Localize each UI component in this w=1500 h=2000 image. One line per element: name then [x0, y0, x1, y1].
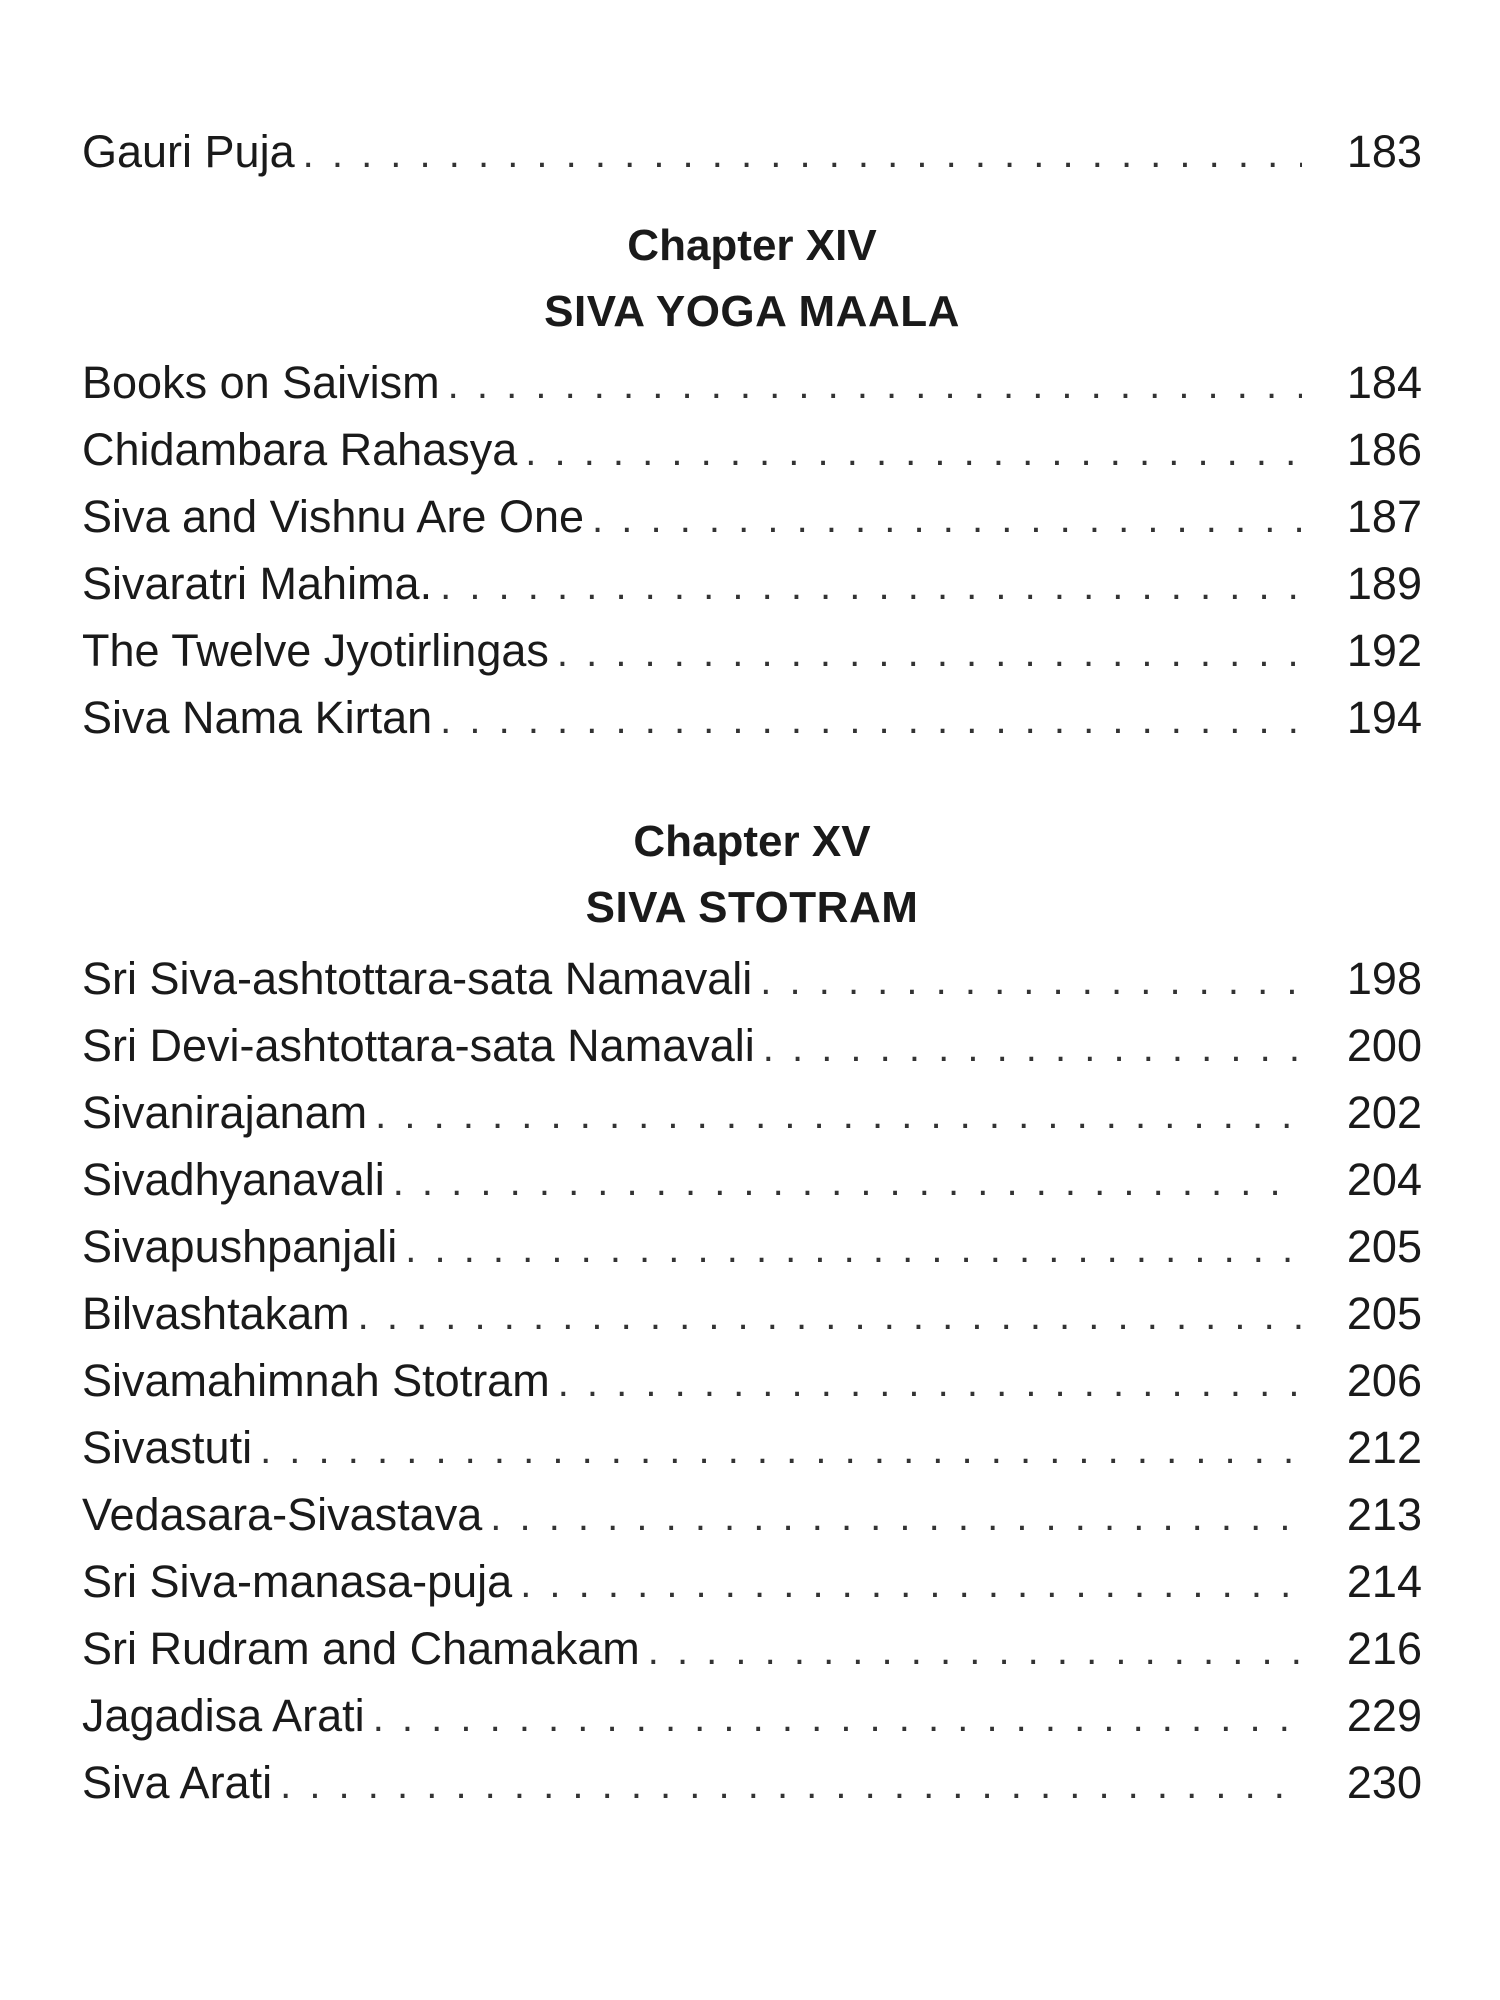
toc-entry-title: Bilvashtakam	[82, 1288, 350, 1339]
dot-leader	[763, 1015, 1302, 1082]
toc-entry	[82, 1213, 1422, 1280]
toc-entry	[82, 349, 1422, 416]
toc-entry-page: 213	[1346, 1489, 1422, 1540]
dot-leader	[525, 419, 1302, 486]
dot-leader	[648, 1618, 1302, 1685]
toc-entry-page: 230	[1346, 1757, 1422, 1808]
toc-entry	[82, 550, 1422, 617]
toc-entry-page: 206	[1346, 1355, 1422, 1406]
toc-entry	[82, 1481, 1422, 1548]
toc-entry-page: 205	[1346, 1288, 1422, 1339]
toc-entry-page: 187	[1346, 491, 1422, 542]
dot-leader	[280, 1752, 1302, 1819]
toc-entry	[82, 684, 1422, 751]
toc-entry	[82, 617, 1422, 684]
table-of-contents	[82, 118, 1422, 1816]
toc-entry-page: 186	[1346, 424, 1422, 475]
toc-entry-page: 198	[1346, 953, 1422, 1004]
toc-entry-page: 192	[1346, 625, 1422, 676]
toc-entry	[82, 1280, 1422, 1347]
dot-leader	[558, 1350, 1302, 1417]
toc-entry-title: Sivapushpanjali	[82, 1221, 398, 1272]
dot-leader	[260, 1417, 1302, 1484]
toc-entry-title: Sivamahimnah Stotram	[82, 1355, 550, 1406]
toc-entry-title: Sri Devi-ashtottara-sata Namavali	[82, 1020, 755, 1071]
dot-leader	[358, 1283, 1302, 1350]
toc-entry	[82, 1347, 1422, 1414]
chapter-name: SIVA STOTRAM	[585, 883, 919, 932]
toc-entry	[82, 416, 1422, 483]
dot-leader	[448, 352, 1302, 419]
dot-leader	[520, 1551, 1302, 1618]
toc-entry-title: Sivanirajanam	[82, 1087, 368, 1138]
toc-entry	[82, 1146, 1422, 1213]
toc-entry-title: Sivaratri Mahima.	[82, 558, 433, 609]
toc-entry-title: Books on Saivism	[82, 357, 440, 408]
toc-entry	[82, 483, 1422, 550]
dot-leader	[592, 486, 1302, 553]
toc-entry	[82, 1749, 1422, 1816]
toc-entry-page: 202	[1346, 1087, 1422, 1138]
toc-entry-page: 183	[1346, 126, 1422, 177]
toc-entry-page: 214	[1346, 1556, 1422, 1607]
toc-entry	[82, 1012, 1422, 1079]
dot-leader	[557, 620, 1302, 687]
dot-leader	[490, 1484, 1302, 1551]
chapter-label: Chapter XIV	[627, 221, 877, 270]
toc-entry	[82, 1548, 1422, 1615]
toc-entry	[82, 1615, 1422, 1682]
toc-entry-title: Siva Nama Kirtan	[82, 692, 433, 743]
dot-leader	[760, 948, 1302, 1015]
chapter-label: Chapter XV	[633, 817, 871, 866]
toc-entry-title: Gauri Puja	[82, 126, 295, 177]
toc-entry	[82, 945, 1422, 1012]
toc-entry-page: 200	[1346, 1020, 1422, 1071]
chapter-name: SIVA YOGA MAALA	[544, 287, 960, 336]
dot-leader	[303, 121, 1302, 188]
toc-entry-title: Jagadisa Arati	[82, 1690, 365, 1741]
toc-entry-page: 229	[1346, 1690, 1422, 1741]
toc-entry-title: Sri Rudram and Chamakam	[82, 1623, 640, 1674]
toc-entry-page: 189	[1346, 558, 1422, 609]
dot-leader	[440, 553, 1302, 620]
toc-entry-page: 204	[1346, 1154, 1422, 1205]
toc-entry-title: Sri Siva-manasa-puja	[82, 1556, 513, 1607]
toc-entry-title: The Twelve Jyotirlingas	[82, 625, 549, 676]
toc-entry	[82, 1682, 1422, 1749]
toc-entry	[82, 1079, 1422, 1146]
toc-entry-title: Vedasara-Sivastava	[82, 1489, 483, 1540]
toc-entry-title: Sivastuti	[82, 1422, 253, 1473]
dot-leader	[405, 1216, 1302, 1283]
toc-entry-page: 212	[1346, 1422, 1422, 1473]
toc-entry-page: 184	[1346, 357, 1422, 408]
toc-entry-title: Sri Siva-ashtottara-sata Namavali	[82, 953, 753, 1004]
chapter-heading	[82, 213, 1422, 345]
toc-entry-page: 216	[1346, 1623, 1422, 1674]
toc-entry	[82, 1414, 1422, 1481]
dot-leader	[375, 1082, 1302, 1149]
toc-entry-title: Chidambara Rahasya	[82, 424, 518, 475]
chapter-heading	[82, 809, 1422, 941]
dot-leader	[440, 687, 1302, 754]
toc-entry	[82, 118, 1422, 185]
dot-leader	[373, 1685, 1302, 1752]
toc-entry-page: 205	[1346, 1221, 1422, 1272]
toc-entry-title: Sivadhyanavali	[82, 1154, 385, 1205]
dot-leader	[393, 1149, 1302, 1216]
toc-entry-title: Siva and Vishnu Are One	[82, 491, 585, 542]
toc-entry-page: 194	[1346, 692, 1422, 743]
toc-entry-title: Siva Arati	[82, 1757, 273, 1808]
